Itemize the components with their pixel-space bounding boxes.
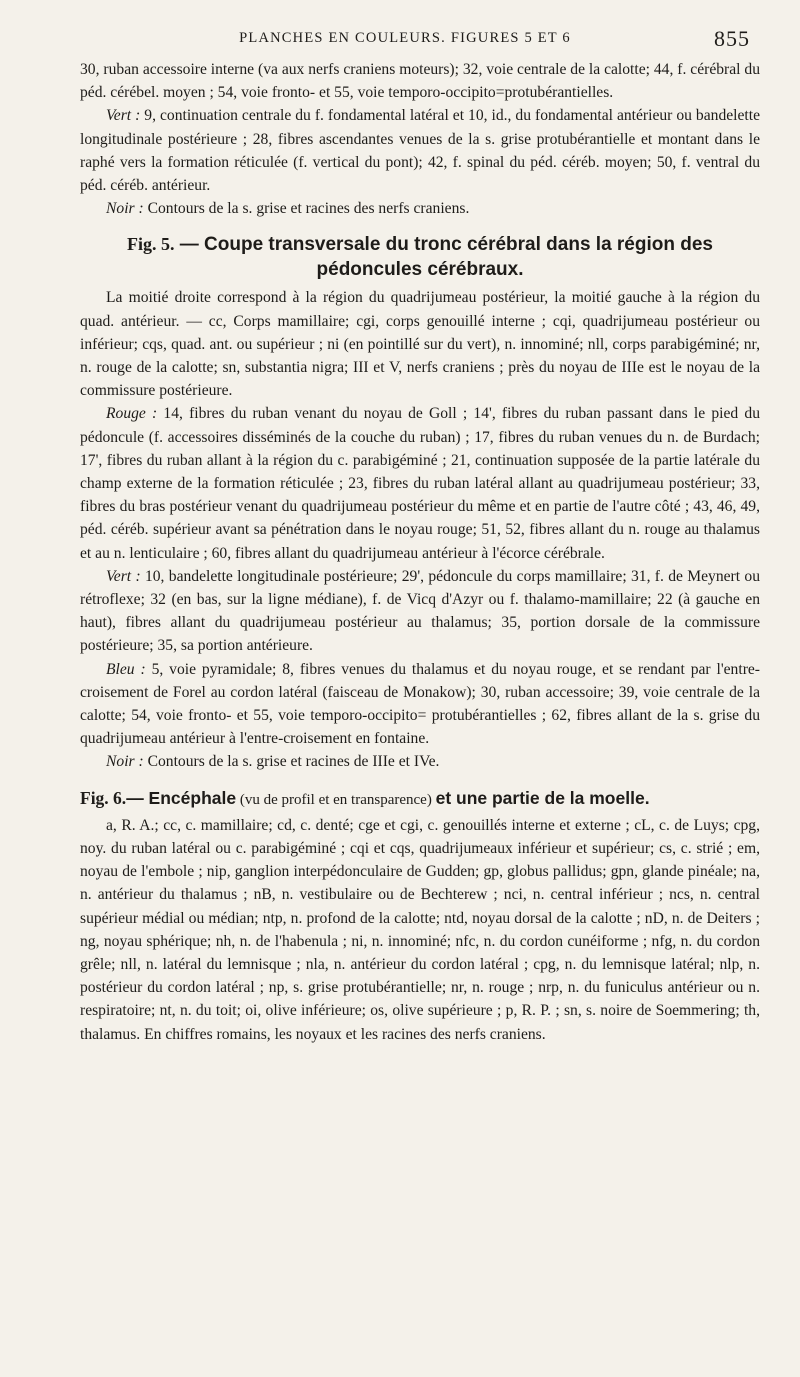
legend-vert-paragraph [80, 104, 760, 197]
figure-5-vert-text: 10, bandelette longitudinale postérieure; 29', pédoncule du corps mamillaire; 31, f. de Meynert ou rétroflexe; 32 (en bas, sur la ligne médiane), f. de Vicq d'Azyr ou f. thalamo-mamillaire; 22 (à gauche en haut), fibres allant du quadrijumeau postérieur au thalamus; 35, portion dorsale de la commissure postérieure; 35, sa portion antérieure. [80, 567, 760, 655]
figure-5-noir-paragraph [80, 750, 760, 773]
figure-5-bleu-paragraph [80, 658, 760, 751]
color-label-vert: Vert : [106, 107, 141, 125]
figure-5-rouge-text: 14, fibres du ruban venant du noyau de Goll ; 14', fibres du ruban passant dans le pied du pédoncule (f. accessoires disséminés de la couche du ruban) ; 17, fibres du ruban venues du n. de Burdach; 17', fibres du ruban allant à la région du c. parabigéminé ; 21, continuation supposée de la partie latérale du champ externe de la formation réticulée ; 23, fibres du ruban latéral allant au quadrijumeau postérieur; 33, fibres du bras postérieur venant du quadrijumeau postérieur du même et en partie de l'autre côté ; 43, 46, 49, péd. céréb. supérieur avant sa pénétration dans le noyau rouge; 51, 52, fibres allant du n. rouge au thalamus et au n. lenticulaire ; 60, fibres allant du quadrijumeau antérieur à l'écorce cérébrale. [80, 405, 760, 562]
color-label-noir: Noir : [106, 753, 144, 771]
color-label-vert: Vert : [106, 567, 141, 585]
running-title: PLANCHES EN COULEURS. FIGURES 5 ET 6 [239, 30, 571, 46]
figure-5-label: Fig. 5. [126, 234, 175, 255]
figure-5-rouge-paragraph [80, 402, 760, 564]
figure-5-vert-paragraph [80, 565, 760, 658]
figure-5-description: La moitié droite correspond à la région du quadrijumeau postérieur, la moitié gauche à la région du quad. antérieur. — cc, Corps mamillaire; cgi, corps genouillé interne ; cqi, quadrijumeau postérieur ou inférieur; cqs, quad. ant. ou supérieur ; ni (en pointillé sur du vert), n. innominé; nll, corps parabigéminé; nr, n. rouge de la calotte; sn, substantia nigra; III et V, nerfs craniens ; près du noyau de IIIe est le noyau de la commissure postérieure. [80, 289, 760, 400]
figure-6-description: a, R. A.; cc, c. mamillaire; cd, c. denté; cge et cgi, c. genouillés interne et externe ; cL, c. de Luys; cpg, noy. du ruban latéral ou c. parabigéminé ; cqi et cqs, quadrijumeaux inférieur et supérieur; cs, c. strié ; em, noyau de l'embole ; nip, ganglion interpédonculaire de Gudden; gp, globus pallidus; gpn, glande pinéale; na, n. antérieur du thalamus ; nB, n. vestibulaire ou de Bechterew ; nci, n. central inférieur ; ncs, n. central supérieur médial ou médian; ntp, n. profond de la calotte; ntd, noyau dorsal de la calotte ; nD, n. de Deiters ; ng, noyau sphérique; nh, n. de l'habenula ; ni, n. innominé; nfc, n. du cordon cunéiforme ; nfg, n. du cordon grêle; nll, n. latéral du lemnisque ; nla, n. antérieur du cordon latéral ; cpg, n. du lemnisque latéral; nlp, n. postérieur du cordon latéral ; np, s. grise protubérantielle; nr, n. rouge ; nrp, n. du funiculus antérieur ou n. respiratoire; nt, n. du toit; oi, olive inférieure; os, olive supérieure ; p, R. P. ; sn, s. noire de Soemmering; th, thalamus. En chiffres romains, les noyaux et les racines des nerfs craniens. [80, 816, 760, 1043]
figure-5-heading [80, 232, 760, 282]
figure-5-noir-text: Contours de la s. grise et racines de IIIe et IVe. [143, 753, 440, 771]
figure-6-title-end: et une partie de la moelle. [435, 787, 650, 808]
color-label-noir: Noir : [106, 200, 144, 218]
legend-continuation: 30, ruban accessoire interne (va aux nerfs craniens moteurs); 32, voie centrale de la calotte; 44, f. cérébral du péd. cérébel. moyen ; 54, voie fronto- et 55, voie temporo-occipito=protubérantielles. [80, 61, 760, 102]
page-number: 855 [714, 26, 750, 51]
page-body [80, 58, 760, 1046]
figure-6-label: Fig. 6. [80, 787, 127, 808]
running-head [60, 26, 750, 50]
legend-noir-text: Contours de la s. grise et racines des nerfs craniens. [143, 200, 470, 218]
legend-vert-text: 9, continuation centrale du f. fondamental latéral et 10, id., du fondamental antérieur ou bandelette longitudinale postérieure ; 28, fibres ascendantes venues de la s. grise protubérantielle et montant dans le raphé vers la formation réticulée (f. vertical du pont); 42, f. spinal du péd. céréb. moyen; 50, f. ventral du péd. céréb. antérieur. [80, 107, 760, 195]
legend-noir-paragraph [80, 197, 760, 220]
figure-5-title: — Coupe transversale du tronc cérébral dans la région des pédoncules cérébraux. [179, 234, 713, 281]
color-label-rouge: Rouge : [106, 405, 158, 423]
color-label-bleu: Bleu : [106, 660, 146, 678]
figure-6-heading [80, 786, 760, 812]
figure-6-title-main: — Encéphale [126, 787, 237, 808]
figure-6-title-sub: (vu de profil et en transparence) [236, 791, 436, 808]
figure-5-bleu-text: 5, voie pyramidale; 8, fibres venues du thalamus et du noyau rouge, et se rendant par l'entre-croisement de Forel au cordon latéral (faisceau de Monakow); 30, ruban accessoire; 39, voie centrale de la calotte; 54, voie fronto- et 55, voie temporo-occipito= protubérantielles ; 62, fibres allant de la s. grise du quadrijumeau antérieur à l'entre-croisement en fontaine. [80, 660, 760, 748]
